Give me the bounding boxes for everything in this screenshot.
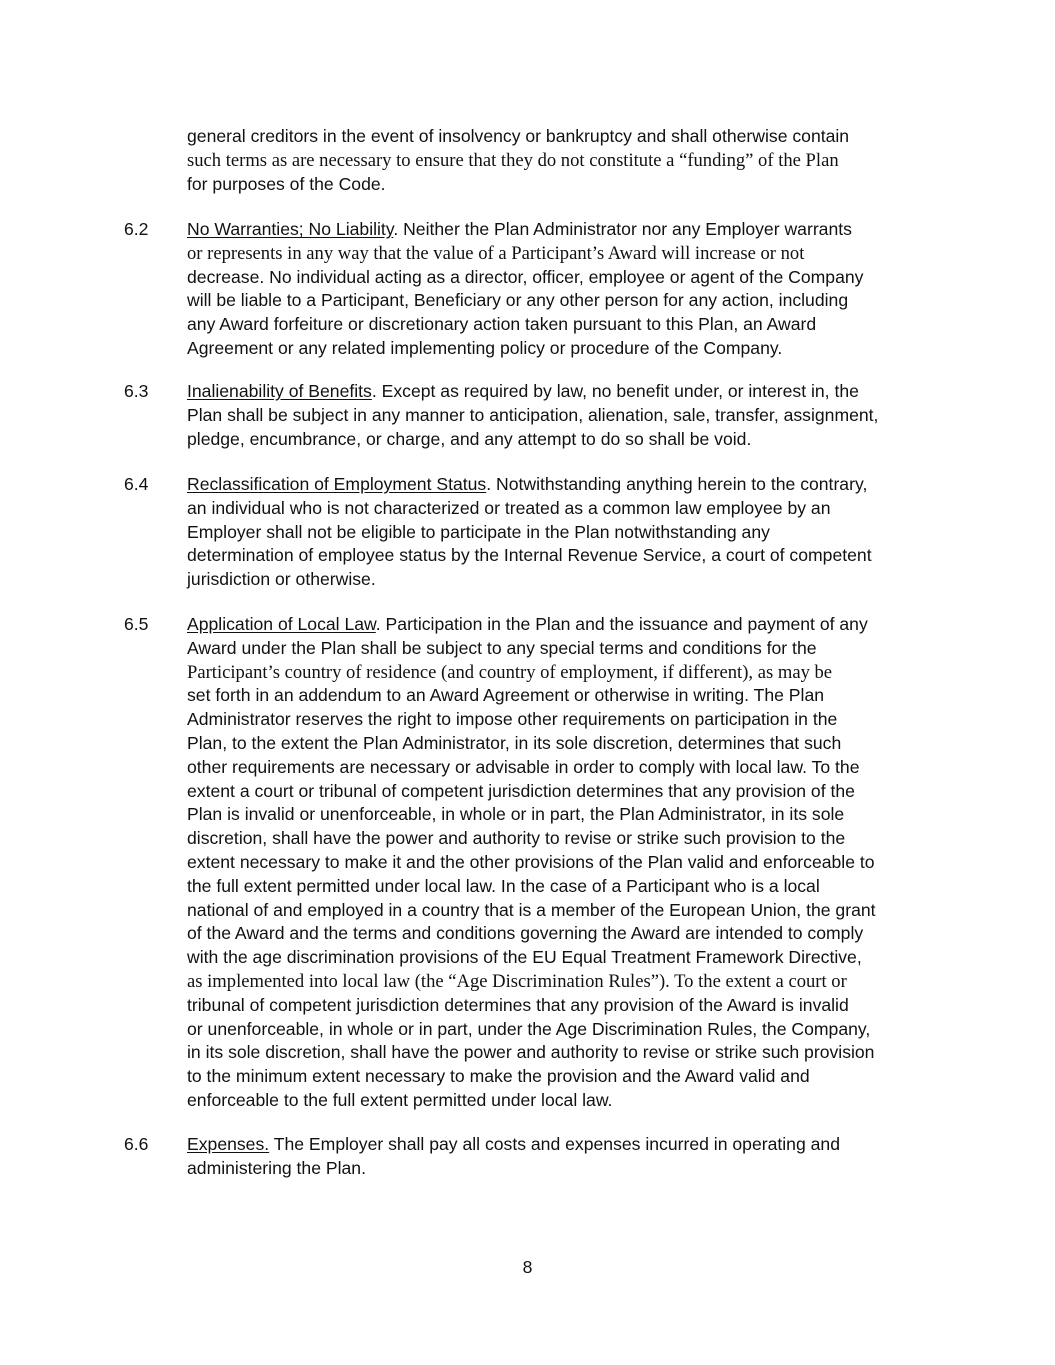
section-first-line bbox=[187, 218, 932, 242]
paragraph-line: administering the Plan. bbox=[187, 1157, 366, 1178]
section-first-line-text: . Participation in the Plan and the issuance and payment of any bbox=[375, 614, 868, 634]
paragraph-line: determination of employee status by the Internal Revenue Service, a court of competent bbox=[187, 545, 872, 566]
section-first-line-text: . Neither the Plan Administrator nor any Employer warrants bbox=[393, 219, 852, 239]
section-first-line-text: The Employer shall pay all costs and expenses incurred in operating and bbox=[269, 1134, 840, 1154]
section-first-line-text: . Except as required by law, no benefit under, or interest in, the bbox=[371, 381, 859, 401]
paragraph-line: extent necessary to make it and the other provisions of the Plan valid and enforceable to bbox=[187, 851, 875, 872]
paragraph-line: tribunal of competent jurisdiction determines that any provision of the Award is invalid bbox=[187, 994, 849, 1015]
paragraph-line: pledge, encumbrance, or charge, and any attempt to do so shall be void. bbox=[187, 428, 752, 449]
paragraph-line: extent a court or tribunal of competent jurisdiction determines that any provision of the bbox=[187, 780, 855, 801]
page-number: 8 bbox=[522, 1257, 533, 1277]
paragraph-line: or represents in any way that the value of a Participant’s Award will increase or not bbox=[187, 242, 805, 264]
paragraph-line: Agreement or any related implementing policy or procedure of the Company. bbox=[187, 337, 783, 358]
section-6-6 bbox=[187, 1133, 932, 1181]
paragraph-line: Participant’s country of residence (and country of employment, if different), as may be bbox=[187, 661, 833, 683]
section-first-line bbox=[187, 473, 932, 497]
paragraph-line: decrease. No individual acting as a director, officer, employee or agent of the Company bbox=[187, 266, 864, 287]
paragraph-line: Plan, to the extent the Plan Administrator, in its sole discretion, determines that such bbox=[187, 732, 842, 753]
paragraph-line: Award under the Plan shall be subject to any special terms and conditions for the bbox=[187, 637, 817, 658]
paragraph-line: in its sole discretion, shall have the power and authority to revise or strike such provision bbox=[187, 1042, 875, 1063]
section-number: 6.6 bbox=[124, 1134, 149, 1154]
continuation-paragraph bbox=[187, 125, 932, 196]
paragraph-line: to the minimum extent necessary to make the provision and the Award valid and bbox=[187, 1066, 810, 1087]
paragraph-line: other requirements are necessary or advisable in order to comply with local law. To the bbox=[187, 756, 860, 777]
section-heading: Reclassification of Employment Status bbox=[187, 474, 487, 494]
section-first-line-text: . Notwithstanding anything herein to the contrary, bbox=[486, 474, 868, 494]
section-first-line bbox=[187, 613, 932, 637]
paragraph-line: jurisdiction or otherwise. bbox=[187, 569, 376, 590]
section-heading: No Warranties; No Liability bbox=[187, 219, 394, 239]
section-6-2 bbox=[187, 218, 932, 361]
section-heading: Application of Local Law bbox=[187, 614, 376, 634]
paragraph-line: such terms as are necessary to ensure that they do not constitute a “funding” of the Plan bbox=[187, 149, 839, 171]
paragraph-line: Employer shall not be eligible to participate in the Plan notwithstanding any bbox=[187, 521, 770, 542]
paragraph-line: any Award forfeiture or discretionary action taken pursuant to this Plan, an Award bbox=[187, 314, 817, 335]
paragraph-line: the full extent permitted under local law. In the case of a Participant who is a local bbox=[187, 875, 820, 896]
paragraph-line: an individual who is not characterized or treated as a common law employee by an bbox=[187, 497, 831, 518]
section-number: 6.4 bbox=[124, 474, 149, 494]
paragraph-line: enforceable to the full extent permitted under local law. bbox=[187, 1089, 613, 1110]
section-heading: Inalienability of Benefits bbox=[187, 381, 372, 401]
paragraph-line: of the Award and the terms and conditions governing the Award are intended to comply bbox=[187, 923, 864, 944]
paragraph-line: discretion, shall have the power and authority to revise or strike such provision to the bbox=[187, 828, 846, 849]
section-first-line bbox=[187, 1133, 932, 1157]
paragraph-line: general creditors in the event of insolvency or bankruptcy and shall otherwise contain bbox=[187, 126, 850, 146]
section-6-3 bbox=[187, 380, 932, 451]
paragraph-line: Plan is invalid or unenforceable, in whole or in part, the Plan Administrator, in its sole bbox=[187, 804, 845, 825]
paragraph-line: will be liable to a Participant, Beneficiary or any other person for any action, including bbox=[187, 290, 849, 311]
section-number: 6.5 bbox=[124, 614, 149, 634]
paragraph-line: for purposes of the Code. bbox=[187, 173, 386, 194]
paragraph-line: set forth in an addendum to an Award Agreement or otherwise in writing. The Plan bbox=[187, 685, 825, 706]
paragraph-line: as implemented into local law (the “Age Discrimination Rules”). To the extent a court or bbox=[187, 970, 847, 992]
paragraph-line: national of and employed in a country that is a member of the European Union, the grant bbox=[187, 899, 876, 920]
paragraph-line: Administrator reserves the right to impose other requirements on participation in the bbox=[187, 709, 838, 730]
section-number: 6.2 bbox=[124, 219, 149, 239]
paragraph-line: or unenforceable, in whole or in part, under the Age Discrimination Rules, the Company, bbox=[187, 1018, 871, 1039]
paragraph-line: Plan shall be subject in any manner to anticipation, alienation, sale, transfer, assignment, bbox=[187, 404, 879, 425]
section-6-5 bbox=[187, 613, 932, 1113]
section-number: 6.3 bbox=[124, 381, 149, 401]
section-first-line bbox=[187, 380, 932, 404]
paragraph-line: with the age discrimination provisions of the EU Equal Treatment Framework Directive, bbox=[187, 947, 862, 968]
section-heading: Expenses. bbox=[187, 1134, 270, 1154]
section-6-4 bbox=[187, 473, 932, 592]
